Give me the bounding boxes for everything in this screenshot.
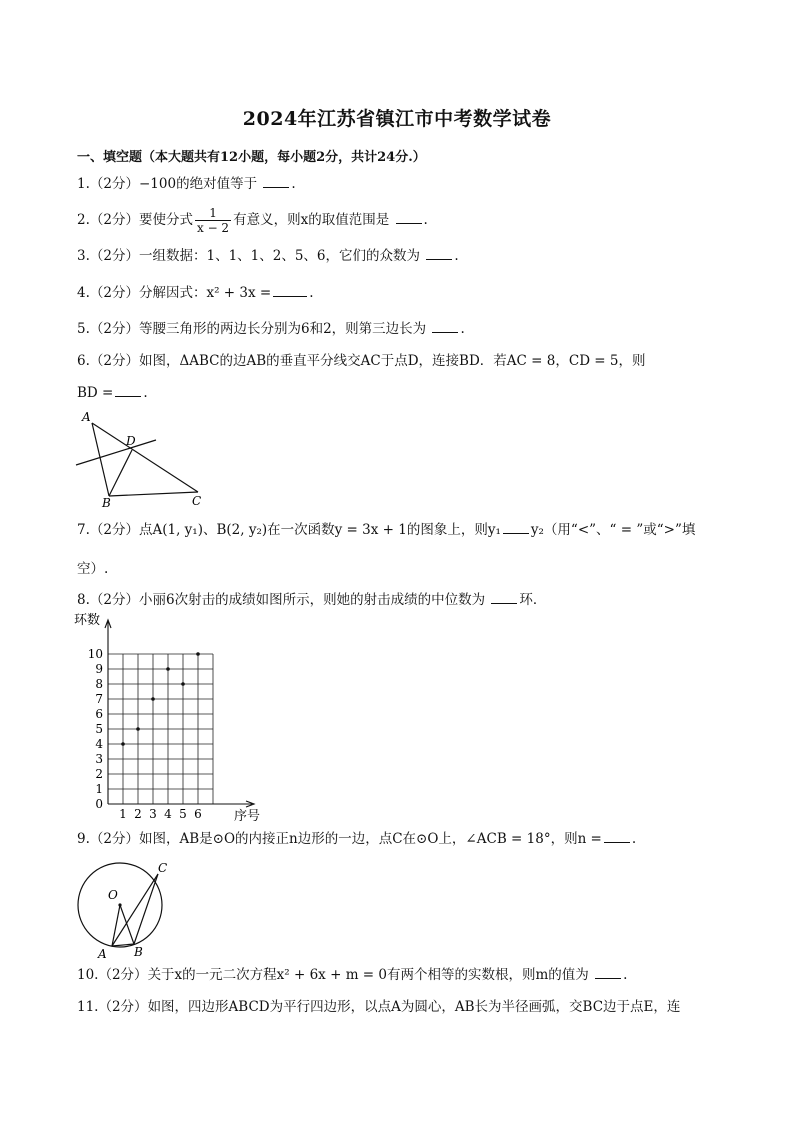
question-text: 等腰三角形的两边长分别为6和2，则第三边长为: [138, 321, 427, 337]
label-a: A: [98, 947, 107, 960]
x-tick-label: 6: [194, 807, 202, 821]
y-tick-label: 4: [95, 737, 103, 751]
x-tick-label: 5: [179, 807, 187, 821]
answer-blank[interactable]: [426, 247, 452, 260]
section-heading: 一、填空题（本大题共有12小题，每小题2分，共计24分.）: [77, 150, 426, 165]
question-number: 6.（2分）: [77, 353, 139, 369]
question-text: 如图，ΔABC的边AB的垂直平分线交AC于点D，连接BD．若AC = 8，CD = 5，则: [138, 353, 646, 369]
label-c: C: [192, 494, 202, 508]
x-tick-labels: [119, 807, 202, 821]
label-c: C: [158, 861, 168, 875]
question-text: 关于x的一元二次方程x² + 6x + m = 0有两个相等的实数根，则m的值为: [147, 967, 589, 983]
x-tick-label: 3: [149, 807, 157, 821]
shooting-scores-chart: [70, 610, 270, 825]
data-point: [136, 727, 140, 731]
answer-blank[interactable]: [273, 284, 307, 297]
chart-axes: [105, 620, 254, 807]
question-text: 点A(1, y₁)、B(2, y₂)在一次函数y = 3x + 1的图象上，则y₁: [138, 522, 501, 538]
fraction: $\frac{1}{x - 2}$: [196, 206, 230, 235]
x-tick-label: 1: [119, 807, 127, 821]
question-text: 小丽6次射击的成绩如图所示，则她的射击成绩的中位数为: [138, 592, 486, 608]
question-1: 1.（2分）−100的绝对值等于 .: [77, 176, 296, 192]
y-tick-label: 8: [95, 677, 103, 691]
label-b: B: [102, 496, 111, 508]
question-text: 分解因式：x² + 3x =: [138, 285, 272, 301]
question-number: 7.（2分）: [77, 522, 139, 538]
question-number: 9.（2分）: [77, 831, 139, 847]
question-number: 2.（2分）: [77, 212, 139, 228]
question-6-line-2: BD = .: [77, 385, 148, 401]
question-number: 3.（2分）: [77, 248, 139, 264]
y-tick-labels: [88, 647, 104, 811]
x-axis-label: 序号: [234, 809, 261, 824]
question-text: 如图，AB是⊙O的内接正n边形的一边，点C在⊙O上，∠ACB = 18°，则n =: [138, 831, 602, 847]
y-tick-label: 10: [87, 647, 103, 661]
answer-blank[interactable]: [503, 521, 529, 534]
question-6: [77, 351, 646, 371]
question-4: 4.（2分）分解因式：x² + 3x = .: [77, 285, 314, 301]
question-11: [77, 997, 680, 1017]
y-tick-label: 6: [95, 707, 103, 721]
question-number: 11.（2分）: [77, 999, 148, 1015]
page-title: 2024年江苏省镇江市中考数学试卷: [242, 108, 552, 130]
question-number: 8.（2分）: [77, 592, 139, 608]
question-text: 如图，四边形ABCD为平行四边形，以点A为圆心，AB长为半径画弧，交BC边于点E，连: [147, 999, 681, 1015]
question-number: 5.（2分）: [77, 321, 139, 337]
answer-blank[interactable]: [115, 384, 141, 397]
data-point: [121, 742, 125, 746]
question-2: 2.（2分）要使分式 $\frac{1}{x - 2}$ 有意义，则x的取值范围是 .: [77, 206, 428, 235]
triangle-figure: [74, 408, 214, 508]
question-number: 10.（2分）: [77, 967, 148, 983]
y-tick-label: 7: [95, 692, 103, 706]
question-10: 10.（2分）关于x的一元二次方程x² + 6x + m = 0有两个相等的实数根，则m的值为 .: [77, 967, 628, 983]
data-point: [196, 652, 200, 656]
y-tick-label: 9: [95, 662, 103, 676]
question-3: 3.（2分）一组数据：1、1、1、2、5、6，它们的众数为 .: [77, 248, 459, 264]
question-number: 1.（2分）: [77, 176, 139, 192]
y-tick-label: 3: [95, 752, 103, 766]
y-tick-label: 1: [95, 782, 103, 796]
answer-blank[interactable]: [432, 320, 458, 333]
label-o: O: [108, 888, 118, 902]
label-d: D: [126, 434, 136, 448]
answer-blank[interactable]: [491, 591, 517, 604]
y-tick-label: 0: [95, 797, 103, 811]
question-9: 9.（2分）如图，AB是⊙O的内接正n边形的一边，点C在⊙O上，∠ACB = 18°，则n = .: [77, 831, 637, 847]
answer-blank[interactable]: [263, 175, 289, 188]
y-tick-label: 5: [95, 722, 103, 736]
label-b: B: [134, 945, 143, 959]
question-text: −100的绝对值等于: [138, 176, 258, 192]
question-8: 8.（2分）小丽6次射击的成绩如图所示，则她的射击成绩的中位数为 环．: [77, 592, 547, 608]
answer-blank[interactable]: [595, 966, 621, 979]
question-7-line-2: 空）.: [77, 561, 109, 577]
answer-blank[interactable]: [396, 211, 422, 224]
question-text: 一组数据：1、1、1、2、5、6，它们的众数为: [138, 248, 421, 264]
x-tick-label: 4: [164, 807, 172, 821]
question-text: 要使分式: [138, 212, 193, 228]
circle-figure: [72, 858, 182, 960]
y-tick-label: 2: [95, 767, 103, 781]
label-a: A: [82, 410, 91, 424]
question-7: 7.（2分）点A(1, y₁)、B(2, y₂)在一次函数y = 3x + 1的图象上，则y₁ y₂（用“<”、“ = ”或“>”填: [77, 522, 696, 538]
data-point: [151, 697, 155, 701]
y-axis-label: 环数: [74, 613, 101, 628]
answer-blank[interactable]: [604, 830, 630, 843]
data-point: [181, 682, 185, 686]
question-number: 4.（2分）: [77, 285, 139, 301]
chart-grid: [108, 654, 213, 804]
question-5: 5.（2分）等腰三角形的两边长分别为6和2，则第三边长为 .: [77, 321, 465, 337]
data-point: [166, 667, 170, 671]
x-tick-label: 2: [134, 807, 142, 821]
